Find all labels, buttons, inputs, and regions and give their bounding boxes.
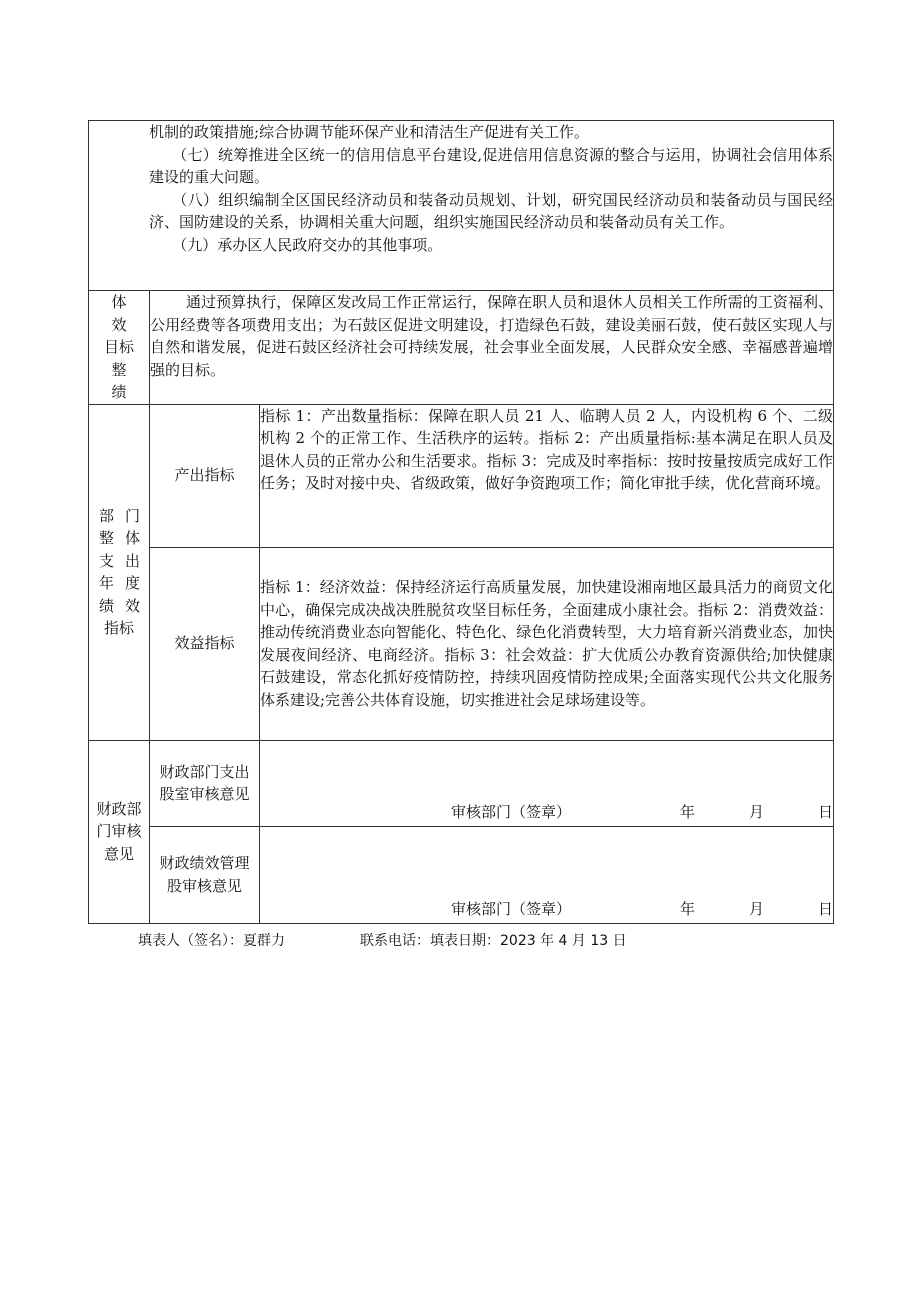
finance-label-line: 门审核 bbox=[96, 822, 142, 841]
dept-label-char: 门 bbox=[124, 506, 140, 525]
output-indicator-label: 产出指标 bbox=[150, 404, 260, 547]
duties-row bbox=[89, 121, 834, 291]
benefit-indicator-label: 效益指标 bbox=[150, 547, 260, 740]
performance-table bbox=[88, 120, 834, 924]
sign-year: 年 bbox=[680, 900, 696, 918]
dept-label-row bbox=[89, 550, 149, 573]
output-indicator-row bbox=[89, 404, 834, 547]
dept-label-char: 整 bbox=[99, 529, 115, 547]
goal-label-char: 整 bbox=[111, 360, 127, 379]
performance-office-label-line: 股审核意见 bbox=[166, 876, 242, 895]
dept-label-row bbox=[89, 527, 149, 550]
budget-office-opinion bbox=[260, 740, 834, 826]
finance-performance-row bbox=[89, 826, 834, 923]
dept-label-char: 部 bbox=[99, 506, 115, 525]
sign-day: 日 bbox=[818, 803, 834, 821]
dept-label-char: 出 bbox=[124, 551, 140, 570]
performance-office-label-line: 财政绩效管理 bbox=[159, 854, 250, 872]
finance-budget-row bbox=[89, 740, 834, 826]
duties-line1: 机制的政策措施;综合协调节能环保产业和清洁生产促进有关工作。 bbox=[149, 123, 590, 141]
output-indicator-cell bbox=[260, 404, 834, 547]
sign-label: 审核部门（签章） bbox=[451, 803, 572, 821]
goal-label-char: 目标 bbox=[103, 338, 134, 356]
benefit-indicator-row bbox=[89, 547, 834, 740]
goal-label-char: 效 bbox=[111, 315, 127, 334]
sign-month: 月 bbox=[749, 803, 765, 821]
budget-office-signature bbox=[260, 802, 833, 824]
performance-office-opinion bbox=[260, 826, 834, 923]
goal-row bbox=[89, 291, 834, 405]
output-indicator-text: 指标 1：产出数量指标：保障在职人员 21 人、临聘人员 2 人，内设机构 6 个、二级机构 2 个的正常工作、生活秩序的运转。指标 2：产出质量指标:基本满足在职人员及退休人员的正常办公和生活要求。指标 3：完成及时率指标：按时按量按质完成好工作任务；及时对接中央、省级政策，做好争资跑项工作；简化审批手续，优化营商环境。 bbox=[260, 406, 834, 492]
finance-label-line: 意见 bbox=[103, 844, 134, 863]
duties-item7: （七）统筹推进全区统一的信用信息平台建设,促进信用信息资源的整合与运用，协调社会信用体系建设的重大问题。 bbox=[149, 145, 834, 186]
dept-label-char: 度 bbox=[124, 574, 140, 592]
duties-item8: （八）组织编制全区国民经济动员和装备动员规划、计划，研究国民经济动员和装备动员与国民经济、国防建设的关系，协调相关重大问题，组织实施国民经济动员和装备动员有关工作。 bbox=[149, 190, 834, 231]
budget-office-label-line: 股室审核意见 bbox=[159, 785, 250, 803]
dept-label-char: 体 bbox=[124, 529, 140, 547]
sign-day: 日 bbox=[818, 900, 834, 918]
dept-label-char: 绩 bbox=[99, 596, 115, 615]
contact-and-date: 联系电话：填表日期：2023 年 4 月 13 日 bbox=[360, 933, 627, 949]
sign-label: 审核部门（签章） bbox=[451, 900, 572, 918]
goal-text-cell bbox=[150, 291, 834, 405]
dept-label-row bbox=[89, 505, 149, 528]
performance-office-signature bbox=[260, 899, 833, 921]
budget-office-label-line: 财政部门支出 bbox=[159, 762, 250, 781]
goal-label bbox=[89, 291, 150, 405]
sign-month: 月 bbox=[749, 900, 765, 918]
finance-review-label bbox=[89, 740, 150, 923]
dept-label-char: 年 bbox=[99, 574, 115, 592]
finance-label-line: 财政部 bbox=[96, 799, 142, 818]
sign-year: 年 bbox=[680, 803, 696, 821]
duties-cell bbox=[89, 121, 834, 291]
dept-indicator-label bbox=[89, 404, 150, 740]
dept-label-char: 支 bbox=[99, 551, 115, 570]
dept-label-row bbox=[89, 595, 149, 618]
benefit-indicator-cell bbox=[260, 547, 834, 740]
filler-signature: 填表人（签名）：夏群力 bbox=[138, 933, 285, 949]
goal-label-char: 体 bbox=[111, 293, 127, 311]
dept-label-last: 指标 bbox=[103, 619, 134, 637]
goal-text: 通过预算执行，保障区发改局工作正常运行，保障在职人员和退休人员相关工作所需的工资福利、公用经费等各项费用支出；为石鼓区促进文明建设，打造绿色石鼓，建设美丽石鼓，使石鼓区实现人与自然和谐发展，促进石鼓区经济社会可持续发展，社会事业全面发展，人民群众安全感、幸福感普遍增强的目标。 bbox=[150, 293, 834, 379]
dept-label-row bbox=[89, 572, 149, 595]
performance-office-label bbox=[150, 826, 260, 923]
benefit-indicator-text: 指标 1：经济效益：保持经济运行高质量发展，加快建设湘南地区最具活力的商贸文化中心，确保完成决战决胜脱贫攻坚目标任务，全面建成小康社会。指标 2：消费效益：推动传统消费业态向智能化、特色化、绿色化消费转型，大力培育新兴消费业态，加快发展夜间经济、电商经济。指标 3：社会效益：扩大优质公办教育资源供给;加快健康石鼓建设，常态化抓好疫情防控，持续巩固疫情防控成果;全面落实现代公共文化服务体系建设;完善公共体育设施，切实推进社会足球场建设等。 bbox=[260, 578, 834, 709]
duties-item9: （九）承办区人民政府交办的其他事项。 bbox=[172, 235, 443, 254]
goal-label-char: 绩 bbox=[111, 383, 127, 401]
budget-office-label bbox=[150, 740, 260, 826]
dept-label-char: 效 bbox=[124, 596, 140, 615]
